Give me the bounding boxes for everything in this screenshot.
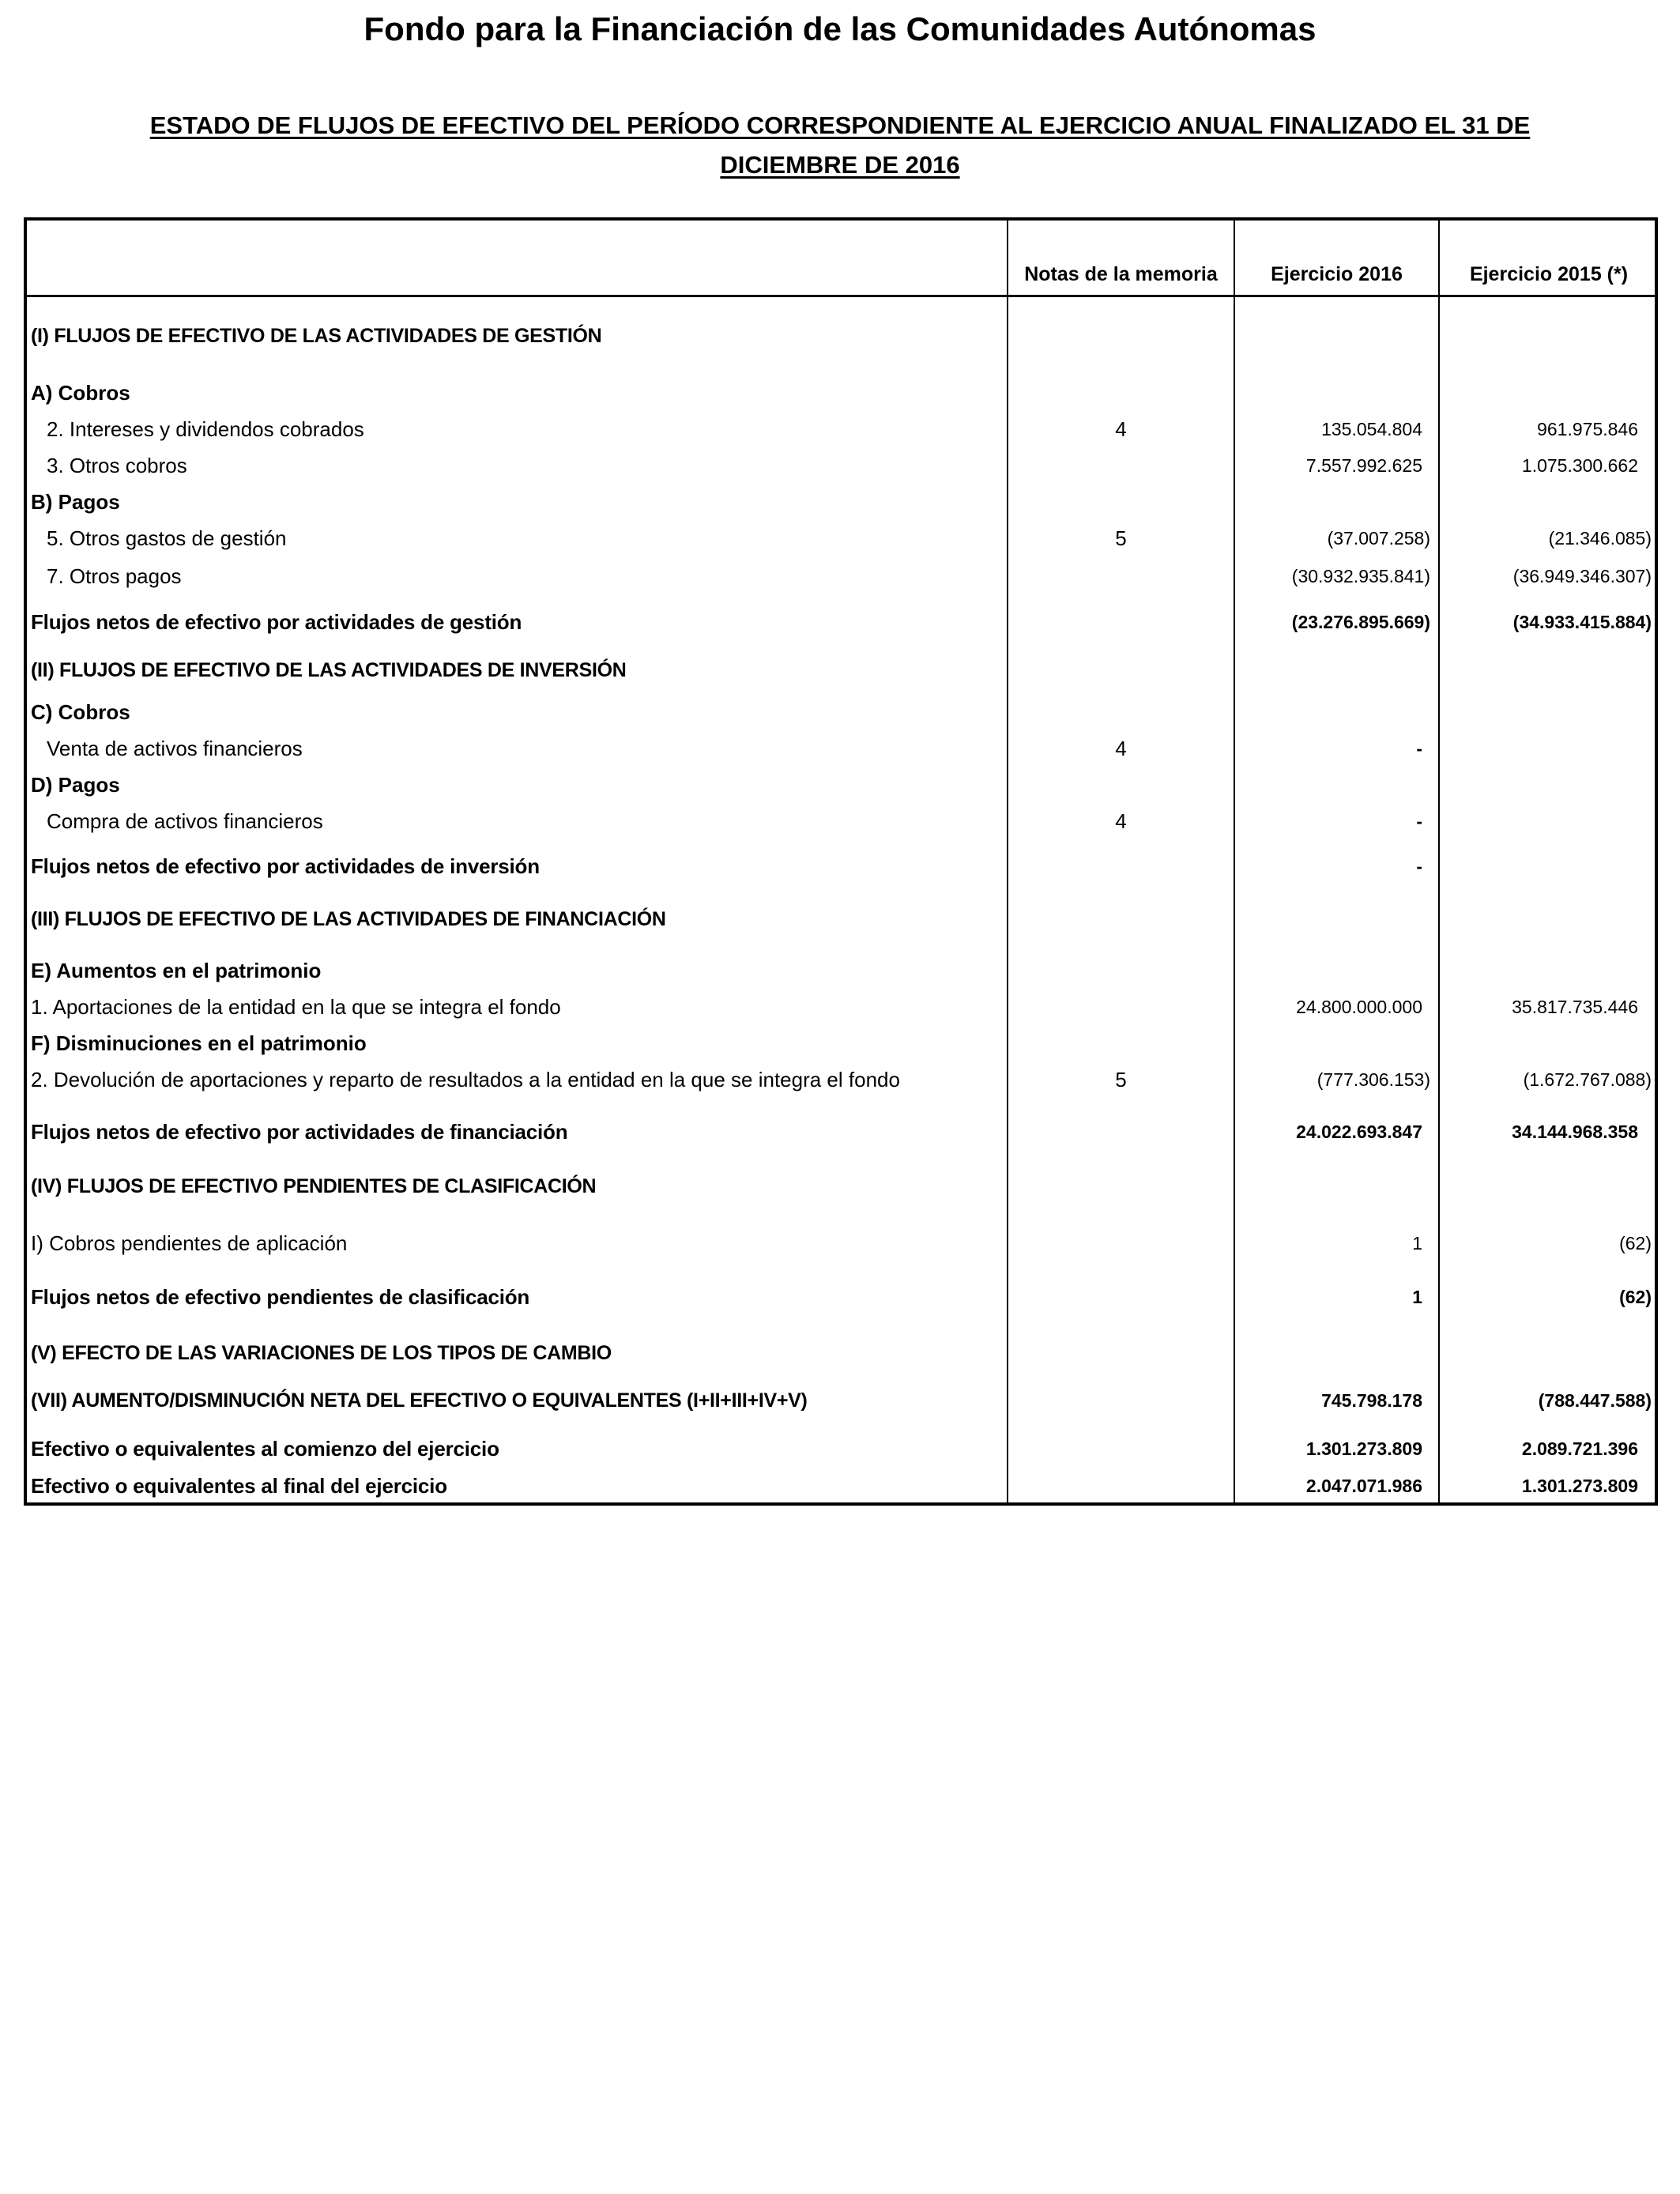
- row-label: Flujos netos de efectivo por actividades de inversión: [31, 854, 540, 878]
- row-label: Flujos netos de efectivo por actividades de financiación: [31, 1120, 568, 1144]
- table-row: [27, 1382, 1658, 1419]
- row-value-2015: (62): [1619, 1287, 1652, 1307]
- table-row: [27, 1114, 1658, 1150]
- row-value-2015: (34.933.415.884): [1512, 612, 1652, 632]
- row-value-2016: 7.557.992.625: [1305, 455, 1422, 476]
- row-value-2016: (23.276.895.669): [1291, 612, 1430, 632]
- table-row: [27, 767, 1658, 803]
- row-label: Compra de activos financieros: [47, 809, 323, 833]
- row-label: (VII) AUMENTO/DISMINUCIÓN NETA DEL EFECTIVO O EQUIVALENTES (I+II+III+IV+V): [31, 1389, 808, 1412]
- table-row: [27, 1468, 1658, 1504]
- row-note: 5: [1115, 526, 1127, 550]
- row-value-2015: 35.817.735.446: [1512, 997, 1638, 1017]
- row-value-2015: 1.075.300.662: [1521, 455, 1638, 476]
- row-label: 7. Otros pagos: [47, 564, 182, 588]
- row-label: C) Cobros: [31, 700, 130, 724]
- row-label: Venta de activos financieros: [47, 737, 303, 760]
- table-row: [27, 1061, 1658, 1098]
- row-value-2016: 1.301.273.809: [1305, 1438, 1422, 1459]
- row-value-2015: (62): [1619, 1233, 1652, 1253]
- page-title: Fondo para la Financiación de las Comunidades Autónomas: [363, 10, 1317, 47]
- table-row: [27, 1431, 1658, 1467]
- table-row: [27, 848, 1658, 884]
- row-value-2015: 1.301.273.809: [1521, 1476, 1638, 1496]
- row-label: 5. Otros gastos de gestión: [47, 526, 287, 550]
- row-value-2015: 961.975.846: [1537, 419, 1638, 439]
- table-row: [27, 375, 1658, 411]
- table-row: [27, 652, 1658, 688]
- row-value-2016: -: [1416, 738, 1422, 759]
- table-row: [27, 484, 1658, 520]
- table-row: [27, 447, 1658, 484]
- row-value-2015: (21.346.085): [1548, 528, 1652, 548]
- table-row: [27, 318, 1658, 354]
- row-value-2015: (1.672.767.088): [1523, 1069, 1652, 1090]
- row-label: 1. Aportaciones de la entidad en la que se integra el fondo: [31, 995, 561, 1019]
- table-row: [27, 803, 1658, 839]
- table-row: [27, 1168, 1658, 1204]
- subtitle-line-2: DICIEMBRE DE 2016: [720, 151, 960, 179]
- row-label: I) Cobros pendientes de aplicación: [31, 1231, 348, 1255]
- row-value-2015: 2.089.721.396: [1521, 1438, 1638, 1459]
- row-label: Flujos netos de efectivo por actividades de gestión: [31, 610, 522, 634]
- subtitle-line-1: ESTADO DE FLUJOS DE EFECTIVO DEL PERÍODO CORRESPONDIENTE AL EJERCICIO ANUAL FINALIZADO EL 31 DE: [149, 111, 1531, 139]
- header-year-2015: Ejercicio 2015 (*): [1469, 263, 1629, 285]
- header-notes: Notas de la memoria: [1024, 263, 1218, 285]
- table-row: [27, 520, 1658, 556]
- row-label: A) Cobros: [31, 381, 130, 405]
- header-year-2016: Ejercicio 2016: [1271, 263, 1403, 285]
- row-value-2015: (788.447.588): [1538, 1390, 1652, 1411]
- table-row: [27, 604, 1658, 640]
- row-label: (V) EFECTO DE LAS VARIACIONES DE LOS TIPOS DE CAMBIO: [31, 1342, 612, 1364]
- row-value-2016: 24.022.693.847: [1296, 1122, 1422, 1142]
- table-row: [27, 694, 1658, 730]
- row-value-2016: 745.798.178: [1321, 1390, 1422, 1411]
- row-note: 5: [1115, 1068, 1127, 1091]
- row-value-2015: 34.144.968.358: [1512, 1122, 1638, 1142]
- row-value-2016: 24.800.000.000: [1296, 997, 1422, 1017]
- table-row: [27, 1025, 1658, 1061]
- table-row: [27, 901, 1658, 937]
- row-value-2016: 1: [1412, 1287, 1422, 1307]
- row-label: Flujos netos de efectivo pendientes de clasificación: [31, 1285, 530, 1309]
- row-value-2016: (777.306.153): [1317, 1069, 1430, 1090]
- table-row: [27, 1335, 1658, 1371]
- row-label: B) Pagos: [31, 490, 120, 514]
- row-value-2015: (36.949.346.307): [1512, 566, 1652, 586]
- cash-flow-table: [24, 217, 1658, 1506]
- row-label: 3. Otros cobros: [47, 454, 187, 477]
- row-label: 2. Devolución de aportaciones y reparto de resultados a la entidad en la que se integra el fondo: [31, 1068, 900, 1091]
- row-label: F) Disminuciones en el patrimonio: [31, 1031, 367, 1055]
- row-label: D) Pagos: [31, 773, 120, 797]
- row-label: E) Aumentos en el patrimonio: [31, 959, 322, 982]
- row-label: (III) FLUJOS DE EFECTIVO DE LAS ACTIVIDADES DE FINANCIACIÓN: [31, 908, 666, 930]
- row-note: 4: [1115, 809, 1127, 833]
- row-label: 2. Intereses y dividendos cobrados: [47, 417, 364, 441]
- row-label: Efectivo o equivalentes al comienzo del ejercicio: [31, 1437, 499, 1461]
- table-row: [27, 989, 1658, 1025]
- table-row: [27, 411, 1658, 447]
- row-value-2016: 135.054.804: [1321, 419, 1422, 439]
- table-row: [27, 558, 1658, 594]
- table-row: [27, 730, 1658, 767]
- row-value-2016: 1: [1412, 1233, 1422, 1253]
- row-label: (I) FLUJOS DE EFECTIVO DE LAS ACTIVIDADES DE GESTIÓN: [31, 325, 602, 347]
- row-value-2016: (30.932.935.841): [1291, 566, 1430, 586]
- row-label: (IV) FLUJOS DE EFECTIVO PENDIENTES DE CLASIFICACIÓN: [31, 1175, 597, 1197]
- table-row: [27, 1225, 1658, 1261]
- row-value-2016: 2.047.071.986: [1305, 1476, 1422, 1496]
- row-note: 4: [1115, 417, 1127, 441]
- row-note: 4: [1115, 737, 1127, 760]
- table-row: [27, 952, 1658, 989]
- row-value-2016: (37.007.258): [1327, 528, 1430, 548]
- row-value-2016: -: [1416, 811, 1422, 831]
- row-label: Efectivo o equivalentes al final del ejercicio: [31, 1474, 447, 1498]
- row-label: (II) FLUJOS DE EFECTIVO DE LAS ACTIVIDADES DE INVERSIÓN: [31, 659, 627, 681]
- row-value-2016: -: [1416, 856, 1422, 876]
- header-divider: [27, 295, 1655, 297]
- table-row: [27, 1279, 1658, 1315]
- statement-subtitle: [47, 106, 1633, 185]
